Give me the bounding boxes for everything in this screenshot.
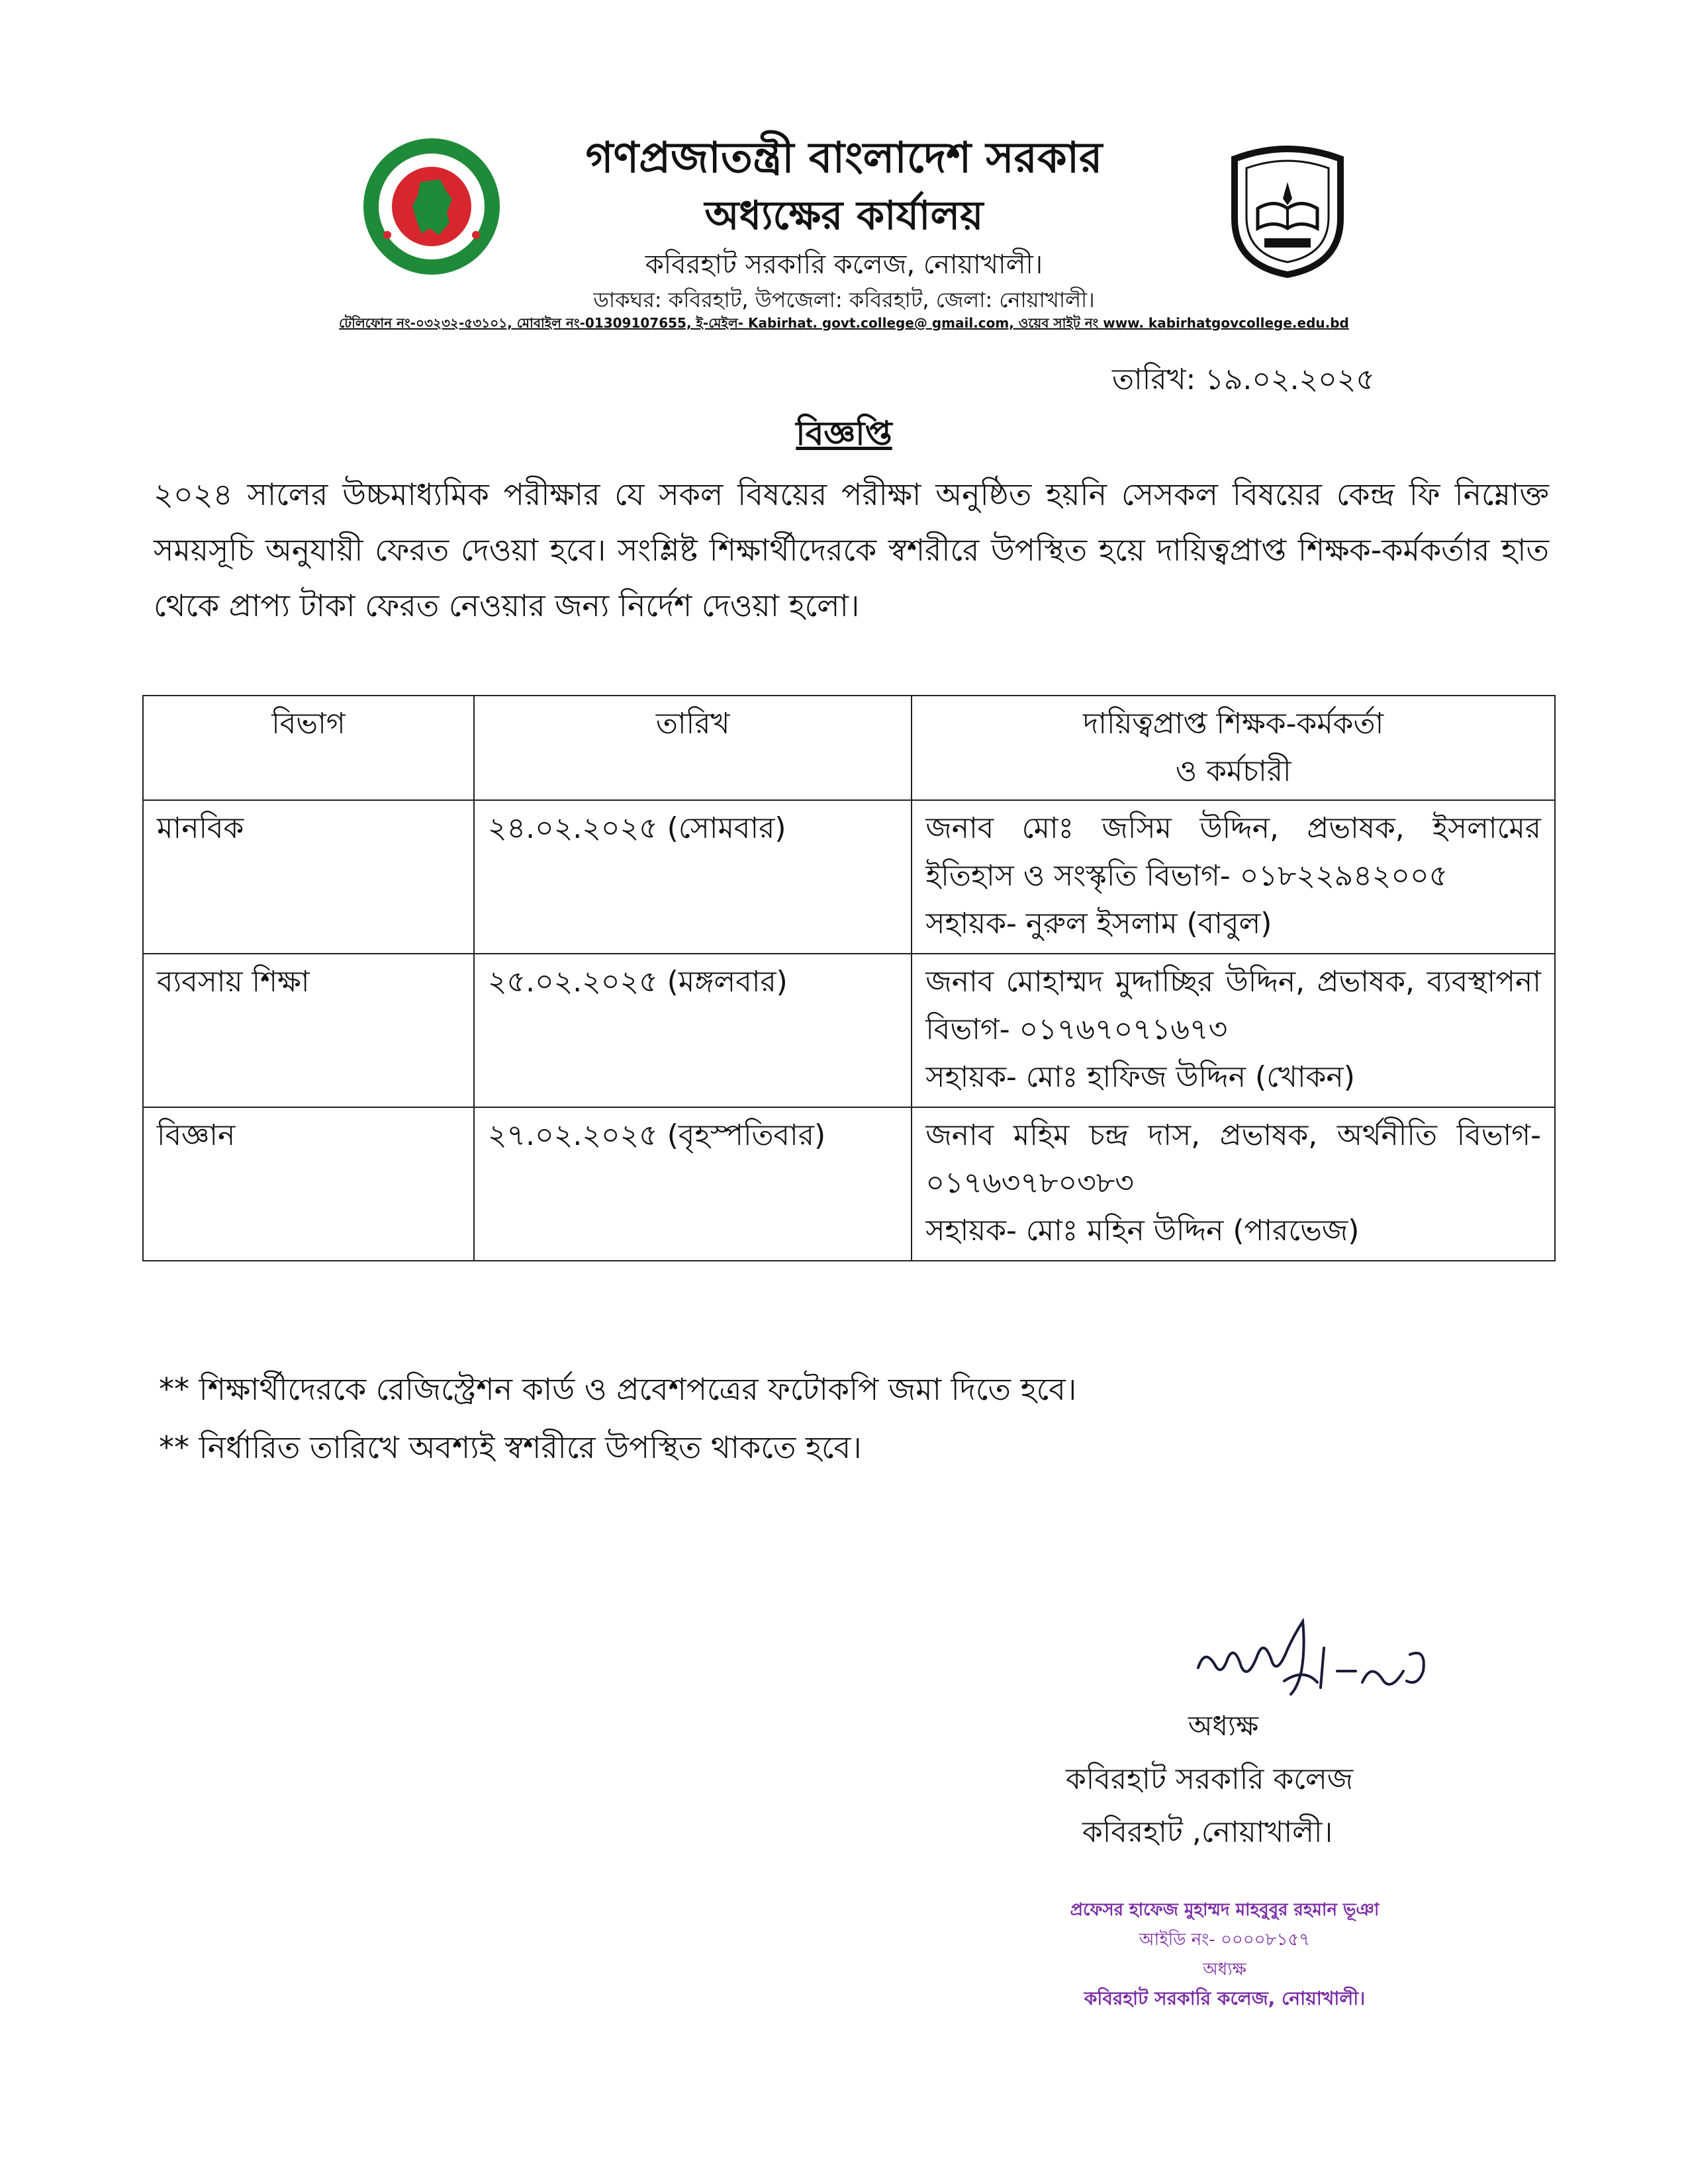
stamp-college: কবিরহাট সরকারি কলেজ, নোয়াখালী।: [1084, 1987, 1366, 2009]
cell-officer: জনাব মহিম চন্দ্র দাস, প্রভাষক, অর্থনীতি বিভাগ- ০১৭৬৩৭৮০৩৮৩: [925, 1118, 1541, 1200]
cell-officer: জনাব মোঃ জসিম উদ্দিন, প্রভাষক, ইসলামের ইতিহাস ও সংস্কৃতি বিভাগ- ০১৮২২৯৪২০০৫: [925, 811, 1541, 893]
principal-signature: [1185, 1608, 1463, 1707]
footnotes: [159, 1360, 1076, 1477]
cell-responsible: [912, 954, 1555, 1107]
table-header-row: [143, 696, 1555, 800]
cell-department: বিজ্ঞান: [143, 1107, 474, 1261]
college-address: ডাকঘর: কবিরহাট, উপজেলা: কবিরহাট, জেলা: নোয়াখালী।: [593, 287, 1095, 312]
cell-date: ২৫.০২.২০২৫ (মঙ্গলবার): [474, 954, 912, 1107]
stamp-role: অধ্যক্ষ: [1203, 1960, 1246, 1979]
header-date: তারিখ: [474, 696, 912, 800]
office-title: অধ্যক্ষের কার্যালয়: [704, 193, 984, 239]
table-row: [143, 954, 1555, 1107]
notice-body: ২০২৪ সালের উচ্চমাধ্যমিক পরীক্ষার যে সকল বিষয়ের পরীক্ষা অনুষ্ঠিত হয়নি সেসকল বিষয়ের কেন্দ্র ফি নিম্নোক্ত সময়সূচি অনুযায়ী ফেরত দেওয়া হবে। সংশ্লিষ্ট শিক্ষার্থীদেরকে স্বশরীরে উপস্থিত হয়ে দায়িত্বপ্রাপ্ত শিক্ষক-কর্মকর্তার হাত থেকে প্রাপ্য টাকা ফেরত নেওয়ার জন্য নির্দেশ দেওয়া হলো।: [154, 477, 1549, 623]
government-title: গণপ্রজাতন্ত্রী বাংলাদেশ সরকার: [585, 134, 1103, 183]
contact-line: টেলিফোন নং-০৩২৩২-৫৩১০১, মোবাইল নং-01309107655, ই-মেইল- Kabirhat. govt.college@ gmail.com, ওয়েব সাইট নং www. kabirhatgovcollege.edu.bd: [339, 315, 1349, 331]
cell-date: ২৭.০২.২০২৫ (বৃহস্পতিবার): [474, 1107, 912, 1261]
footnote-item: ** নির্ধারিত তারিখে অবশ্যই স্বশরীরে উপস্থিত থাকতে হবে।: [159, 1430, 862, 1465]
table-row: [143, 800, 1555, 954]
header-department: বিভাগ: [143, 696, 474, 800]
footnote-item: ** শিক্ষার্থীদেরকে রেজিস্ট্রেশন কার্ড ও প্রবেশপত্রের ফটোকপি জমা দিতে হবে।: [159, 1371, 1077, 1407]
notice-date: তারিখ: ১৯.০২.২০২৫: [1112, 363, 1375, 396]
cell-responsible: [912, 800, 1555, 954]
cell-department: ব্যবসায় শিক্ষা: [143, 954, 474, 1107]
header-responsible-line2: ও কর্মচারী: [1175, 754, 1291, 788]
stamp-name: প্রফেসর হাফেজ মুহাম্মদ মাহবুবুর রহমান ভূঞা: [1070, 1900, 1380, 1920]
notice-title: বিজ্ঞপ্তি: [796, 414, 892, 453]
cell-assistant: সহায়ক- নুরুল ইসলাম (বাবুল): [925, 907, 1272, 940]
table-row: [143, 1107, 1555, 1261]
cell-assistant: সহায়ক- মোঃ মহিন উদ্দিন (পারভেজ): [925, 1214, 1360, 1248]
cell-officer: জনাব মোহাম্মদ মুদ্দাচ্ছির উদ্দিন, প্রভাষক, ব্যবস্থাপনা বিভাগ- ০১৭৬৭০৭১৬৭৩: [925, 965, 1541, 1046]
cell-assistant: সহায়ক- মোঃ হাফিজ উদ্দিন (খোকন): [925, 1060, 1355, 1094]
header-responsible-line1: দায়িত্বপ্রাপ্ত শিক্ষক-কর্মকর্তা: [1083, 707, 1384, 741]
cell-date: ২৪.০২.২০২৫ (সোমবার): [474, 800, 912, 954]
signatory-role: অধ্যক্ষ: [1188, 1709, 1259, 1742]
college-name: কবিরহাট সরকারি কলেজ, নোয়াখালী।: [645, 250, 1043, 280]
signatory-place: কবিরহাট ,নোয়াখালী।: [1082, 1815, 1333, 1849]
refund-schedule-table: [142, 695, 1556, 1261]
cell-responsible: [912, 1107, 1555, 1261]
stamp-id: আইডি নং- ০০০০৮১৫৭: [1139, 1930, 1311, 1950]
signatory-college: কবিরহাট সরকারি কলেজ: [1066, 1762, 1354, 1796]
cell-department: মানবিক: [143, 800, 474, 954]
header-responsible: [912, 696, 1555, 800]
